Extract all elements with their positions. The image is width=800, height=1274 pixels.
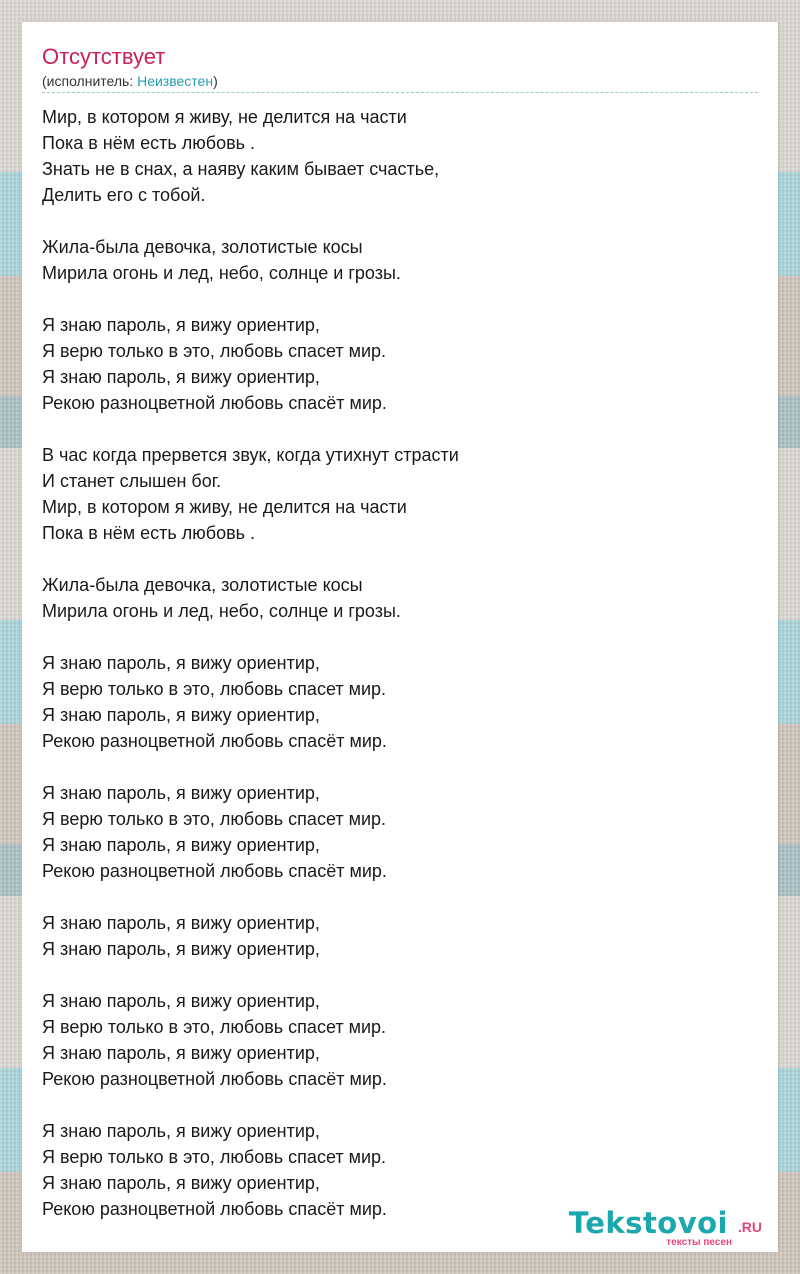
lyric-line: Жила-была девочка, золотистые косы [42,237,363,257]
lyric-line: И станет слышен бог. [42,471,222,491]
tekstovoi-logo[interactable] [560,1206,770,1248]
stanza-gap [42,208,459,234]
lyrics-card [22,22,778,1252]
lyric-line: Рекою разноцветной любовь спасёт мир. [42,393,387,413]
stanza-gap [42,962,459,988]
lyric-line: Я знаю пароль, я вижу ориентир, [42,1121,320,1141]
lyric-line: Я верю только в это, любовь спасет мир. [42,679,387,699]
lyric-line: Я знаю пароль, я вижу ориентир, [42,991,320,1011]
lyric-line: Я знаю пароль, я вижу ориентир, [42,783,320,803]
lyric-line: Рекою разноцветной любовь спасёт мир. [42,731,387,751]
lyric-line: Я знаю пароль, я вижу ориентир, [42,653,320,673]
lyric-line: Я верю только в это, любовь спасет мир. [42,1147,387,1167]
lyric-line: Жила-была девочка, золотистые косы [42,575,363,595]
lyric-line: Пока в нём есть любовь . [42,523,256,543]
lyric-line: Пока в нём есть любовь . [42,133,256,153]
lyric-line: Знать не в снах, а наяву каким бывает счастье, [42,159,440,179]
lyric-line: Мирила огонь и лед, небо, солнце и грозы. [42,601,401,621]
stanza-gap [42,546,459,572]
stanza-gap [42,416,459,442]
song-title: Отсутствует [42,44,166,69]
lyric-line: Я верю только в это, любовь спасет мир. [42,1017,387,1037]
artist-line [42,72,218,90]
logo-tld: .RU [737,1219,762,1235]
lyric-line: В час когда прервется звук, когда утихнут страсти [42,445,459,465]
lyric-line: Я знаю пароль, я вижу ориентир, [42,705,320,725]
logo-wordmark: Tekstovoi [568,1206,728,1240]
lyric-line: Мир, в котором я живу, не делится на части [42,497,407,517]
lyric-line: Я верю только в это, любовь спасет мир. [42,809,387,829]
lyric-line: Мирила огонь и лед, небо, солнце и грозы. [42,263,401,283]
stanza-gap [42,286,459,312]
lyric-line: Я верю только в это, любовь спасет мир. [42,341,387,361]
stanza-gap [42,884,459,910]
lyric-line: Я знаю пароль, я вижу ориентир, [42,367,320,387]
stanza-gap [42,754,459,780]
lyric-line: Я знаю пароль, я вижу ориентир, [42,1043,320,1063]
lyric-line: Я знаю пароль, я вижу ориентир, [42,1173,320,1193]
artist-suffix: ) [213,73,218,89]
lyric-line: Рекою разноцветной любовь спасёт мир. [42,1069,387,1089]
title-divider [42,92,758,93]
lyric-line: Мир, в котором я живу, не делится на части [42,107,407,127]
artist-prefix: (исполнитель: [42,73,138,89]
lyric-line: Делить его с тобой. [42,185,206,205]
stanza-gap [42,1092,459,1118]
lyric-line: Рекою разноцветной любовь спасёт мир. [42,861,387,881]
lyrics-text [42,104,459,1222]
lyric-line: Я знаю пароль, я вижу ориентир, [42,835,320,855]
logo-tagline: тексты песен [666,1237,732,1248]
stanza-gap [42,624,459,650]
lyric-line: Рекою разноцветной любовь спасёт мир. [42,1199,387,1219]
artist-link[interactable]: Неизвестен [137,73,214,89]
lyric-line: Я знаю пароль, я вижу ориентир, [42,939,320,959]
lyric-line: Я знаю пароль, я вижу ориентир, [42,913,320,933]
lyric-line: Я знаю пароль, я вижу ориентир, [42,315,320,335]
